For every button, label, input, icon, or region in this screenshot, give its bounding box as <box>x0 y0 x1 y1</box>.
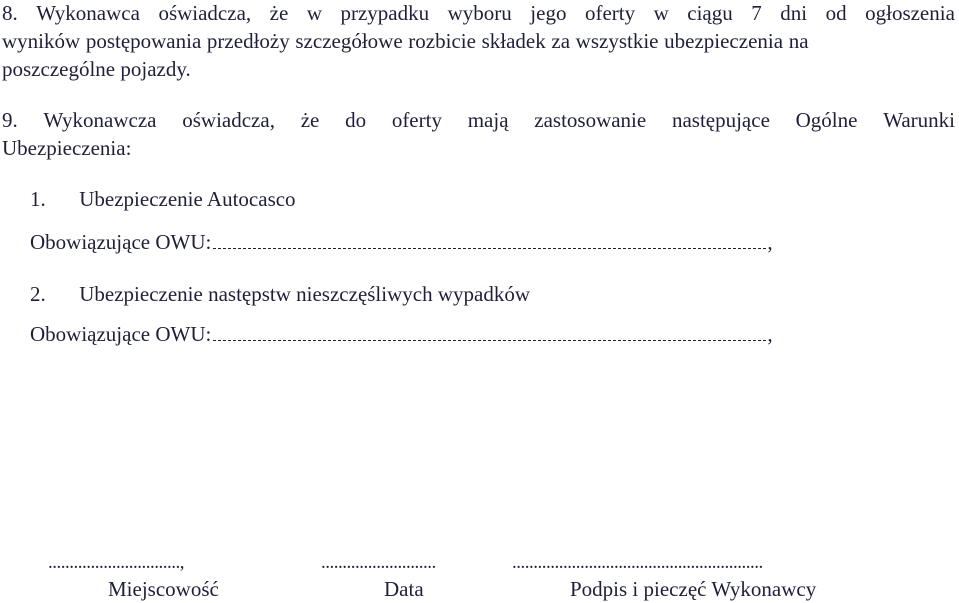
owu-blank-line <box>213 339 766 341</box>
point-8-word: wyboru <box>447 1 512 25</box>
point-9-word: oferty <box>391 108 442 132</box>
point-8-number: 8. <box>2 1 18 25</box>
point-9-word: do <box>345 108 367 132</box>
point-8-word: ciągu <box>687 1 733 25</box>
owu-blank-line <box>213 247 766 249</box>
point-8-word: jego <box>530 1 567 25</box>
point-8-word: 7 <box>751 1 762 25</box>
place-label: Miejscowość <box>108 577 219 601</box>
place-dotted-line: ..............................., <box>48 552 184 573</box>
insurance-item-1-heading <box>30 187 296 211</box>
date-label: Data <box>384 577 424 601</box>
insurance-item-2-number: 2. <box>30 282 46 306</box>
point-8-word: dni <box>780 1 808 25</box>
point-9-line-1 <box>2 108 955 132</box>
point-8-word: ogłoszenia <box>865 1 955 25</box>
point-8-word: w <box>306 1 322 25</box>
point-9-line-2: Ubezpieczenia: <box>2 136 132 160</box>
insurance-item-1-owu-row <box>30 230 773 254</box>
point-8-line-2: wyników postępowania przedłoży szczegółowe rozbicie składek za wszystkie ubezpieczenia na <box>2 29 809 53</box>
date-dotted-line: ........................... <box>321 552 436 573</box>
point-8-word: Wykonawca <box>36 1 140 25</box>
point-9-word: zastosowanie <box>534 108 647 132</box>
point-8-word: w <box>653 1 669 25</box>
point-8-word: że <box>269 1 289 25</box>
point-9-word: oświadcza, <box>182 108 275 132</box>
owu-trailing-comma: , <box>767 322 773 346</box>
point-8-line-1 <box>2 1 955 25</box>
point-8-word: oferty <box>584 1 636 25</box>
point-8-line-3: poszczególne pojazdy. <box>2 57 191 81</box>
owu-trailing-comma: , <box>767 230 773 254</box>
insurance-item-2-title: Ubezpieczenie następstw nieszczęśliwych wypadków <box>79 282 530 306</box>
signature-label: Podpis i pieczęć Wykonawcy <box>570 577 817 601</box>
point-8-word: przypadku <box>340 1 430 25</box>
point-9-word: mają <box>467 108 509 132</box>
point-9-word: Warunki <box>883 108 955 132</box>
point-9-word: następujące <box>671 108 770 132</box>
point-8-word: od <box>825 1 847 25</box>
point-8-word: oświadcza, <box>158 1 252 25</box>
point-9-word: Ogólne <box>795 108 858 132</box>
point-9-word: Wykonawcza <box>43 108 157 132</box>
insurance-item-1-number: 1. <box>30 187 46 211</box>
owu-label: Obowiązujące OWU: <box>30 230 212 254</box>
signature-dotted-line: ........................................................... <box>512 552 763 573</box>
owu-label: Obowiązujące OWU: <box>30 322 212 346</box>
point-9-number: 9. <box>2 108 18 132</box>
insurance-item-1-title: Ubezpieczenie Autocasco <box>79 187 296 211</box>
insurance-item-2-heading <box>30 282 530 306</box>
point-9-word: że <box>300 108 320 132</box>
insurance-item-2-owu-row <box>30 322 773 346</box>
